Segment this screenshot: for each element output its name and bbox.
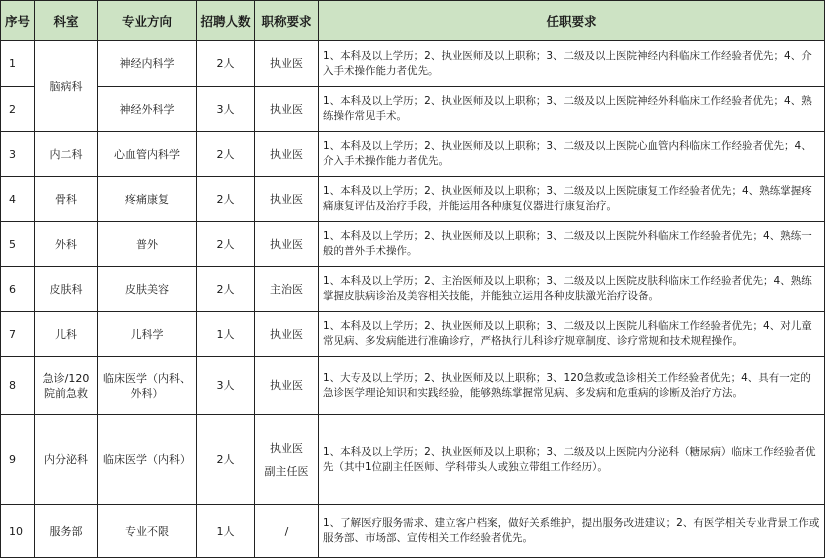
table-row [1,132,825,177]
header-count: 招聘人数 [197,1,255,41]
row-specialty: 神经内科学 [98,41,197,87]
row-specialty: 临床医学（内科） [98,415,197,505]
row-department: 骨科 [35,177,98,222]
row-count: 3人 [197,87,255,132]
row-requirements: 1、本科及以上学历；2、执业医师及以上职称；3、二级及以上医院神经外科临床工作经验者优先；4、熟练操作常见手术。 [319,87,825,132]
row-count: 2人 [197,132,255,177]
row-index: 2 [1,87,35,132]
row-specialty: 心血管内科学 [98,132,197,177]
header-specialty: 专业方向 [98,1,197,41]
row-department: 急诊/120院前急救 [35,357,98,415]
row-index: 6 [1,267,35,312]
row-title-requirement: 执业医 [255,312,319,357]
row-department: 皮肤科 [35,267,98,312]
header-title-requirement: 职称要求 [255,1,319,41]
title-requirement-line: 副主任医 [264,464,309,478]
table-row [1,267,825,312]
row-department: 外科 [35,222,98,267]
row-title-requirement: 执业医 [255,357,319,415]
row-requirements: 1、本科及以上学历；2、执业医师及以上职称；3、二级及以上医院神经内科临床工作经验者优先；4、介入手术操作能力者优先。 [319,41,825,87]
row-specialty: 专业不限 [98,505,197,558]
row-specialty: 皮肤美容 [98,267,197,312]
row-index: 7 [1,312,35,357]
row-count: 1人 [197,505,255,558]
row-title-requirement: / [255,505,319,558]
table-row [1,177,825,222]
row-requirements: 1、了解医疗服务需求、建立客户档案，做好关系维护，提出服务改进建议；2、有医学相关专业背景工作或服务部、市场部、宣传相关工作经验者优先。 [319,505,825,558]
row-specialty: 临床医学（内科、外科） [98,357,197,415]
row-count: 2人 [197,177,255,222]
table-row [1,87,825,132]
row-requirements: 1、本科及以上学历；2、主治医师及以上职称；3、二级及以上医院皮肤科临床工作经验者优先；4、熟练掌握皮肤病诊治及美容相关技能，并能独立运用各种皮肤激光治疗设备。 [319,267,825,312]
table-row [1,357,825,415]
row-index: 1 [1,41,35,87]
row-specialty: 疼痛康复 [98,177,197,222]
row-requirements: 1、本科及以上学历；2、执业医师及以上职称；3、二级及以上医院外科临床工作经验者优先；4、熟练一般的普外手术操作。 [319,222,825,267]
row-index: 10 [1,505,35,558]
row-requirements: 1、本科及以上学历；2、执业医师及以上职称；3、二级及以上医院内分泌科（糖尿病）临床工作经验者优先（其中1位副主任医师、学科带头人或独立带组工作经历）。 [319,415,825,505]
row-index: 5 [1,222,35,267]
header-index: 序号 [1,1,35,41]
row-requirements: 1、本科及以上学历；2、执业医师及以上职称；3、二级及以上医院康复工作经验者优先；4、熟练掌握疼痛康复评估及治疗手段，并能运用各种康复仪器进行康复治疗。 [319,177,825,222]
row-title-requirement [255,415,319,505]
row-count: 2人 [197,415,255,505]
table-row [1,41,825,87]
row-title-requirement: 执业医 [255,177,319,222]
row-specialty: 普外 [98,222,197,267]
row-department: 脑病科 [35,41,98,132]
table-row [1,415,825,505]
row-title-requirement: 执业医 [255,222,319,267]
row-department: 内二科 [35,132,98,177]
row-department: 服务部 [35,505,98,558]
row-specialty: 神经外科学 [98,87,197,132]
row-requirements: 1、本科及以上学历；2、执业医师及以上职称；3、二级及以上医院心血管内科临床工作经验者优先；4、介入手术操作能力者优先。 [319,132,825,177]
row-requirements: 1、本科及以上学历；2、执业医师及以上职称；3、二级及以上医院儿科临床工作经验者优先；4、对儿童常见病、多发病能进行准确诊疗，严格执行儿科诊疗规章制度、诊疗常规和技术规程操作。 [319,312,825,357]
row-title-requirement: 执业医 [255,41,319,87]
row-count: 2人 [197,41,255,87]
row-department: 儿科 [35,312,98,357]
title-requirement-line: 执业医 [270,441,303,455]
row-index: 9 [1,415,35,505]
row-count: 1人 [197,312,255,357]
row-department: 内分泌科 [35,415,98,505]
row-requirements: 1、大专及以上学历；2、执业医师及以上职称；3、120急救或急诊相关工作经验者优先；4、具有一定的急诊医学理论知识和实践经验，能够熟练掌握常见病、多发病和危重病的诊断及治疗方法。 [319,357,825,415]
table-row [1,312,825,357]
table-row [1,222,825,267]
row-index: 3 [1,132,35,177]
header-requirements: 任职要求 [319,1,825,41]
header-row [1,1,825,41]
row-index: 8 [1,357,35,415]
row-count: 2人 [197,267,255,312]
header-department: 科室 [35,1,98,41]
row-title-requirement: 执业医 [255,87,319,132]
row-index: 4 [1,177,35,222]
row-specialty: 儿科学 [98,312,197,357]
row-title-requirement: 主治医 [255,267,319,312]
row-count: 2人 [197,222,255,267]
row-title-requirement: 执业医 [255,132,319,177]
row-count: 3人 [197,357,255,415]
